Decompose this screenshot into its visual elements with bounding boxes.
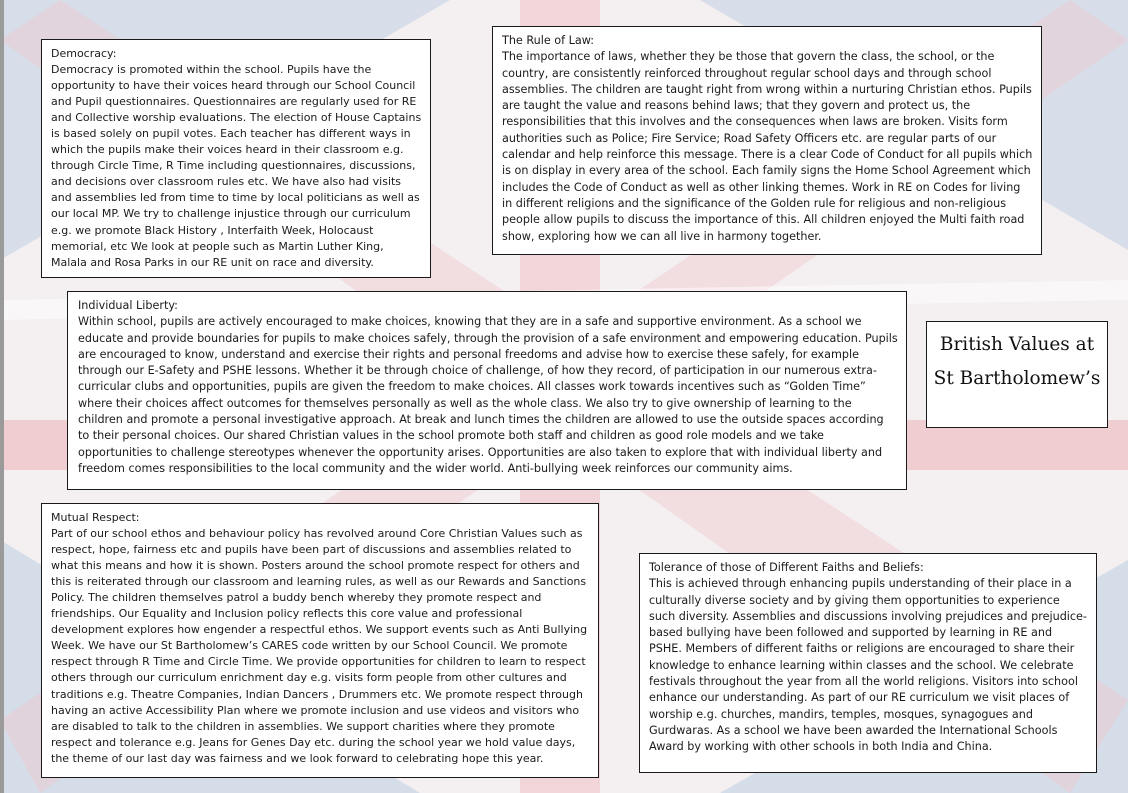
rule-of-law-panel (492, 26, 1042, 255)
individual-liberty-panel (67, 291, 907, 490)
page-edge (0, 0, 4, 793)
democracy-panel (41, 39, 431, 278)
tolerance-heading: Tolerance of those of Different Faiths and Beliefs: (649, 561, 924, 574)
rule-of-law-body: The importance of laws, whether they be those that govern the class, the school, or the country, are consistently reinforced throughout regular school days and through school assemblies. The children are taught right from wrong within a nurturing Christian ethos. Pupils are taught the value and reasons behind laws; that they govern and protect us, the responsibilities that this involves and the consequences when laws are broken. Visits form authorities such as Police; Fire Service; Road Safety Officers etc. are regular parts of our calendar and help reinforce this message. There is a clear Code of Conduct for all pupils which is on display in every area of the school. Each family signs the Home School Agreement which includes the Code of Conduct as well as other linking themes. Work in RE on Codes for living in different religions and the significance of the Golden rule for religious and non-religious people allow pupils to discuss the importance of this. All children enjoyed the Multi faith road show, exploring how we can all live in harmony together. (502, 50, 1033, 243)
page-title-line-2: St Bartholomew’s (933, 368, 1101, 389)
tolerance-panel (639, 553, 1097, 773)
democracy-heading: Democracy: (51, 47, 117, 60)
page-title-box (926, 321, 1108, 428)
rule-of-law-heading: The Rule of Law: (502, 34, 595, 47)
mutual-respect-heading: Mutual Respect: (51, 511, 140, 524)
individual-liberty-body: Within school, pupils are actively encouraged to make choices, knowing that they are in a safe and supportive environment. As a school we educate and provide boundaries for pupils to make choices safely, through the provision of a safe environment and empowering education. Pupils are encouraged to know, understand and exercise their rights and personal freedoms and advise how to exercise these safely, for example through our E-Safety and PSHE lessons. Whether it be through choice of challenge, of how they record, of participation in our numerous extra-curricular clubs and opportunities, pupils are given the freedom to make choices. All classes work towards incentives such as “Golden Time” where their choices affect outcomes for themselves personally as well as the whole class. We also try to give ownership of learning to the children and promote a personal investigative approach. At break and lunch times the children are allowed to use the outside spaces according to their personal choices. Our shared Christian values in the school promote both staff and children as good role models and we take opportunities to challenge stereotypes whenever the opportunity arises. Opportunities are also taken to explore that with individual liberty and freedom comes responsibilities to the local community and the wider world. Anti-bullying week reinforces our community aims. (78, 315, 898, 475)
page-title-line-1: British Values at (939, 334, 1095, 355)
individual-liberty-heading: Individual Liberty: (78, 299, 178, 312)
mutual-respect-panel (41, 503, 599, 778)
mutual-respect-body: Part of our school ethos and behaviour policy has revolved around Core Christian Values such as respect, hope, fairness etc and pupils have been part of discussions and assemblies related to what this means and how it is shown. Posters around the school promote respect for others and this is reiterated through our classroom and learning rules, as well as our Rewards and Sanctions Policy. The children themselves patrol a buddy bench whereby they promote respect and friendships. Our Equality and Inclusion policy reflects this core value and professional development explores how engender a respectful ethos. We support events such as Anti Bullying Week. We have our St Bartholomew’s CARES code written by our School Council. We promote respect through R Time and Circle Time. We provide opportunities for children to learn to respect others through our curriculum enrichment day e.g. visits form people from other cultures and traditions e.g. Theatre Companies, Indian Dancers , Drummers etc. We promote respect through having an active Accessibility Plan where we promote inclusion and use videos and visitors who are disabled to talk to the children in assemblies. We support charities where they promote respect and tolerance e.g. Jeans for Genes Day etc. during the school year we hold value days, the theme of our last day was fairness and we look forward to celebrating hope this year. (51, 527, 588, 765)
tolerance-body: This is achieved through enhancing pupils understanding of their place in a culturally diverse society and by giving them opportunities to experience such diversity. Assemblies and discussions involving prejudices and prejudice-based bullying have been followed and supported by learning in RE and PSHE. Members of different faiths or religions are encouraged to share their knowledge to enhance learning within classes and the school. We celebrate festivals throughout the year from all the world religions. Visitors into school enhance our understanding. As part of our RE curriculum we visit places of worship e.g. churches, mandirs, temples, mosques, synagogues and Gurdwaras. As a school we have been awarded the International Schools Award by working with other schools in both India and China. (649, 577, 1087, 754)
democracy-body: Democracy is promoted within the school. Pupils have the opportunity to have their voices heard through our School Council and Pupil questionnaires. Questionnaires are regularly used for RE and Collective worship evaluations. The election of House Captains is based solely on pupil votes. Each teacher has different ways in which the pupils make their voices heard in their classroom e.g. through Circle Time, R Time including questionnaires, discussions, and decisions over classroom rules etc. We have also had visits and assemblies led from time to time by local politicians as well as our local MP. We try to challenge injustice through our curriculum e.g. we promote Black History , Interfaith Week, Holocaust memorial, etc We look at people such as Martin Luther King, Malala and Rosa Parks in our RE unit on race and diversity. (51, 63, 422, 269)
